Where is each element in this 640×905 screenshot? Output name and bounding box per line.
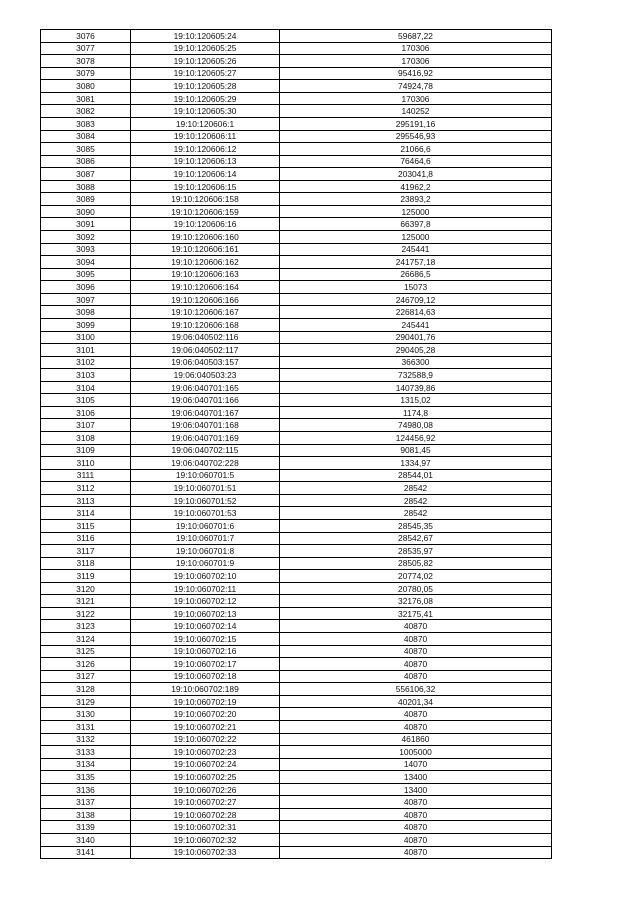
cadastral-number-cell: 19:06:040503:23 [131,369,280,382]
value-cell: 23893,2 [280,193,552,206]
row-number-cell: 3098 [41,306,131,319]
row-number-cell: 3079 [41,67,131,80]
value-cell: 28542 [280,482,552,495]
row-number-cell: 3100 [41,331,131,344]
table-row [41,143,552,156]
row-number-cell: 3081 [41,92,131,105]
row-number-cell: 3115 [41,519,131,532]
cadastral-number-cell: 19:10:060702:10 [131,570,280,583]
data-table-body [41,30,552,859]
row-number-cell: 3097 [41,293,131,306]
cadastral-number-cell: 19:10:120606:168 [131,318,280,331]
row-number-cell: 3113 [41,494,131,507]
value-cell: 295191,16 [280,117,552,130]
value-cell: 40870 [280,796,552,809]
value-cell: 140252 [280,105,552,118]
table-row [41,532,552,545]
row-number-cell: 3086 [41,155,131,168]
cadastral-number-cell: 19:10:060701:51 [131,482,280,495]
row-number-cell: 3078 [41,55,131,68]
value-cell: 140739,86 [280,381,552,394]
cadastral-number-cell: 19:10:060702:22 [131,733,280,746]
value-cell: 1174,8 [280,406,552,419]
cadastral-number-cell: 19:10:120605:29 [131,92,280,105]
cadastral-number-cell: 19:10:120605:26 [131,55,280,68]
value-cell: 74924,78 [280,80,552,93]
table-row [41,720,552,733]
table-row [41,117,552,130]
cadastral-number-cell: 19:06:040503:157 [131,356,280,369]
table-row [41,168,552,181]
cadastral-number-cell: 19:10:120606:16 [131,218,280,231]
cadastral-number-cell: 19:10:060702:25 [131,771,280,784]
table-row [41,507,552,520]
cadastral-number-cell: 19:06:040701:167 [131,406,280,419]
row-number-cell: 3084 [41,130,131,143]
value-cell: 170306 [280,42,552,55]
cadastral-number-cell: 19:10:120606:13 [131,155,280,168]
cadastral-number-cell: 19:10:120606:161 [131,243,280,256]
row-number-cell: 3136 [41,783,131,796]
table-row [41,695,552,708]
cadastral-number-cell: 19:10:060702:14 [131,620,280,633]
table-row [41,243,552,256]
table-row [41,218,552,231]
cadastral-number-cell: 19:06:040702:115 [131,444,280,457]
cadastral-number-cell: 19:10:060702:23 [131,746,280,759]
row-number-cell: 3104 [41,381,131,394]
table-row [41,645,552,658]
row-number-cell: 3110 [41,457,131,470]
cadastral-number-cell: 19:10:060702:27 [131,796,280,809]
row-number-cell: 3108 [41,432,131,445]
row-number-cell: 3141 [41,846,131,859]
value-cell: 40870 [280,633,552,646]
cadastral-number-cell: 19:10:060702:21 [131,720,280,733]
cadastral-number-cell: 19:10:060702:15 [131,633,280,646]
value-cell: 41962,2 [280,180,552,193]
value-cell: 366300 [280,356,552,369]
row-number-cell: 3103 [41,369,131,382]
cadastral-number-cell: 19:10:120606:166 [131,293,280,306]
value-cell: 40870 [280,658,552,671]
cadastral-number-cell: 19:10:060702:13 [131,607,280,620]
table-row [41,293,552,306]
table-row [41,256,552,269]
table-row [41,281,552,294]
value-cell: 246709,12 [280,293,552,306]
cadastral-number-cell: 19:10:060701:7 [131,532,280,545]
value-cell: 95416,92 [280,67,552,80]
row-number-cell: 3117 [41,545,131,558]
cadastral-number-cell: 19:10:060702:26 [131,783,280,796]
row-number-cell: 3088 [41,180,131,193]
table-row [41,318,552,331]
cadastral-number-cell: 19:10:060701:8 [131,545,280,558]
cadastral-number-cell: 19:10:060701:6 [131,519,280,532]
table-row [41,545,552,558]
row-number-cell: 3106 [41,406,131,419]
value-cell: 13400 [280,771,552,784]
table-row [41,570,552,583]
row-number-cell: 3129 [41,695,131,708]
table-row [41,670,552,683]
table-row [41,607,552,620]
cadastral-number-cell: 19:06:040701:165 [131,381,280,394]
table-row [41,746,552,759]
cadastral-number-cell: 19:10:120605:24 [131,30,280,43]
row-number-cell: 3130 [41,708,131,721]
value-cell: 28542 [280,507,552,520]
cadastral-number-cell: 19:06:040701:166 [131,394,280,407]
row-number-cell: 3137 [41,796,131,809]
cadastral-number-cell: 19:10:060702:31 [131,821,280,834]
row-number-cell: 3126 [41,658,131,671]
row-number-cell: 3114 [41,507,131,520]
row-number-cell: 3099 [41,318,131,331]
cadastral-number-cell: 19:10:060702:16 [131,645,280,658]
cadastral-number-cell: 19:06:040502:116 [131,331,280,344]
cadastral-number-cell: 19:10:120606:15 [131,180,280,193]
cadastral-number-cell: 19:10:120606:159 [131,205,280,218]
row-number-cell: 3112 [41,482,131,495]
value-cell: 1334,97 [280,457,552,470]
cadastral-number-cell: 19:10:060701:52 [131,494,280,507]
cadastral-number-cell: 19:10:060702:33 [131,846,280,859]
cadastral-number-cell: 19:10:060702:32 [131,834,280,847]
row-number-cell: 3135 [41,771,131,784]
row-number-cell: 3121 [41,595,131,608]
value-cell: 28545,35 [280,519,552,532]
row-number-cell: 3111 [41,469,131,482]
table-row [41,595,552,608]
value-cell: 40870 [280,645,552,658]
cadastral-number-cell: 19:10:120606:163 [131,268,280,281]
value-cell: 15073 [280,281,552,294]
value-cell: 1315,02 [280,394,552,407]
table-row [41,205,552,218]
cadastral-number-cell: 19:10:120605:28 [131,80,280,93]
row-number-cell: 3094 [41,256,131,269]
table-row [41,557,552,570]
cadastral-number-cell: 19:10:120606:158 [131,193,280,206]
cadastral-number-cell: 19:10:120605:25 [131,42,280,55]
table-row [41,633,552,646]
value-cell: 40870 [280,821,552,834]
cadastral-number-cell: 19:06:040701:169 [131,432,280,445]
row-number-cell: 3133 [41,746,131,759]
value-cell: 461860 [280,733,552,746]
table-row [41,306,552,319]
table-row [41,783,552,796]
cadastral-number-cell: 19:10:060702:189 [131,683,280,696]
table-row [41,808,552,821]
row-number-cell: 3102 [41,356,131,369]
table-row [41,796,552,809]
cadastral-number-cell: 19:10:060702:17 [131,658,280,671]
value-cell: 28535,97 [280,545,552,558]
row-number-cell: 3093 [41,243,131,256]
value-cell: 125000 [280,231,552,244]
value-cell: 40870 [280,808,552,821]
value-cell: 66397,8 [280,218,552,231]
cadastral-number-cell: 19:10:060701:9 [131,557,280,570]
cadastral-number-cell: 19:10:120605:27 [131,67,280,80]
value-cell: 241757,18 [280,256,552,269]
row-number-cell: 3127 [41,670,131,683]
row-number-cell: 3140 [41,834,131,847]
table-row [41,846,552,859]
value-cell: 13400 [280,783,552,796]
value-cell: 1005000 [280,746,552,759]
value-cell: 170306 [280,55,552,68]
table-row [41,432,552,445]
cadastral-number-cell: 19:10:060702:11 [131,582,280,595]
row-number-cell: 3096 [41,281,131,294]
value-cell: 14070 [280,758,552,771]
table-row [41,834,552,847]
table-row [41,180,552,193]
table-row [41,406,552,419]
table-row [41,331,552,344]
table-row [41,620,552,633]
table-row [41,268,552,281]
cadastral-number-cell: 19:10:120606:14 [131,168,280,181]
table-row [41,821,552,834]
cadastral-number-cell: 19:06:040702:228 [131,457,280,470]
table-row [41,231,552,244]
table-row [41,683,552,696]
value-cell: 9081,45 [280,444,552,457]
row-number-cell: 3089 [41,193,131,206]
row-number-cell: 3080 [41,80,131,93]
row-number-cell: 3101 [41,344,131,357]
value-cell: 74980,08 [280,419,552,432]
table-row [41,733,552,746]
row-number-cell: 3085 [41,143,131,156]
table-row [41,356,552,369]
table-row [41,42,552,55]
value-cell: 32176,08 [280,595,552,608]
cadastral-number-cell: 19:06:040502:117 [131,344,280,357]
row-number-cell: 3082 [41,105,131,118]
value-cell: 245441 [280,243,552,256]
row-number-cell: 3107 [41,419,131,432]
value-cell: 732588,9 [280,369,552,382]
value-cell: 28542,67 [280,532,552,545]
table-row [41,193,552,206]
cadastral-number-cell: 19:10:060702:28 [131,808,280,821]
value-cell: 32175,41 [280,607,552,620]
value-cell: 40870 [280,846,552,859]
table-row [41,381,552,394]
row-number-cell: 3123 [41,620,131,633]
row-number-cell: 3120 [41,582,131,595]
table-row [41,457,552,470]
data-table [40,29,552,859]
table-row [41,130,552,143]
row-number-cell: 3116 [41,532,131,545]
row-number-cell: 3076 [41,30,131,43]
row-number-cell: 3095 [41,268,131,281]
table-row [41,708,552,721]
value-cell: 203041,8 [280,168,552,181]
table-row [41,658,552,671]
row-number-cell: 3139 [41,821,131,834]
row-number-cell: 3109 [41,444,131,457]
table-row [41,80,552,93]
row-number-cell: 3131 [41,720,131,733]
value-cell: 290401,76 [280,331,552,344]
value-cell: 59687,22 [280,30,552,43]
value-cell: 40870 [280,620,552,633]
value-cell: 40870 [280,670,552,683]
cadastral-number-cell: 19:10:060701:53 [131,507,280,520]
table-row [41,494,552,507]
row-number-cell: 3128 [41,683,131,696]
cadastral-number-cell: 19:10:120606:1 [131,117,280,130]
cadastral-number-cell: 19:10:120606:162 [131,256,280,269]
cadastral-number-cell: 19:10:060702:20 [131,708,280,721]
value-cell: 26686,5 [280,268,552,281]
cadastral-number-cell: 19:10:120606:11 [131,130,280,143]
row-number-cell: 3138 [41,808,131,821]
value-cell: 295546,93 [280,130,552,143]
table-row [41,419,552,432]
value-cell: 21066,6 [280,143,552,156]
table-row [41,582,552,595]
row-number-cell: 3134 [41,758,131,771]
table-row [41,155,552,168]
value-cell: 40870 [280,720,552,733]
cadastral-number-cell: 19:10:060702:19 [131,695,280,708]
cadastral-number-cell: 19:10:060702:24 [131,758,280,771]
row-number-cell: 3091 [41,218,131,231]
row-number-cell: 3083 [41,117,131,130]
cadastral-number-cell: 19:10:060702:12 [131,595,280,608]
table-row [41,444,552,457]
table-row [41,30,552,43]
value-cell: 40870 [280,708,552,721]
value-cell: 28544,01 [280,469,552,482]
row-number-cell: 3090 [41,205,131,218]
value-cell: 245441 [280,318,552,331]
table-row [41,482,552,495]
table-row [41,67,552,80]
table-row [41,519,552,532]
table-row [41,394,552,407]
row-number-cell: 3122 [41,607,131,620]
value-cell: 290405,28 [280,344,552,357]
row-number-cell: 3105 [41,394,131,407]
table-row [41,344,552,357]
row-number-cell: 3092 [41,231,131,244]
row-number-cell: 3124 [41,633,131,646]
row-number-cell: 3087 [41,168,131,181]
table-row [41,469,552,482]
value-cell: 20774,02 [280,570,552,583]
row-number-cell: 3125 [41,645,131,658]
value-cell: 28505,82 [280,557,552,570]
value-cell: 125000 [280,205,552,218]
table-row [41,105,552,118]
value-cell: 76464,6 [280,155,552,168]
row-number-cell: 3132 [41,733,131,746]
value-cell: 40870 [280,834,552,847]
value-cell: 226814,63 [280,306,552,319]
cadastral-number-cell: 19:10:120606:167 [131,306,280,319]
row-number-cell: 3118 [41,557,131,570]
row-number-cell: 3077 [41,42,131,55]
value-cell: 20780,05 [280,582,552,595]
value-cell: 170306 [280,92,552,105]
table-row [41,758,552,771]
table-row [41,771,552,784]
value-cell: 28542 [280,494,552,507]
table-row [41,369,552,382]
value-cell: 124456,92 [280,432,552,445]
value-cell: 40201,34 [280,695,552,708]
table-row [41,55,552,68]
cadastral-number-cell: 19:06:040701:168 [131,419,280,432]
cadastral-number-cell: 19:10:120606:12 [131,143,280,156]
cadastral-number-cell: 19:10:060702:18 [131,670,280,683]
cadastral-number-cell: 19:10:120606:160 [131,231,280,244]
table-row [41,92,552,105]
cadastral-number-cell: 19:10:120605:30 [131,105,280,118]
cadastral-number-cell: 19:10:060701:5 [131,469,280,482]
value-cell: 556106,32 [280,683,552,696]
cadastral-number-cell: 19:10:120606:164 [131,281,280,294]
row-number-cell: 3119 [41,570,131,583]
